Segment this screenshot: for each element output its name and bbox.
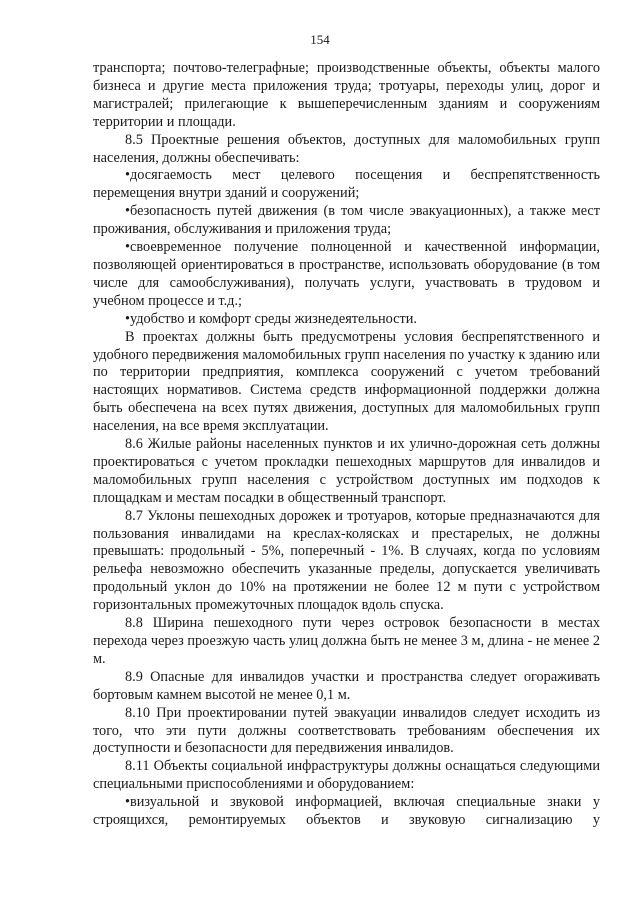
document-body (93, 60, 600, 830)
paragraph-8-10: 8.10 При проектировании путей эвакуации инвалидов следует исходить из того, что эти пути должны соответствовать требованиям обеспечения их доступности и безопасности для передвижения инвалидов. (93, 704, 600, 757)
bullet-item: •досягаемость мест целевого посещения и беспрепятственность перемещения внутри зданий и сооружений; (93, 167, 600, 202)
paragraph-continuation: транспорта; почтово-телеграфные; производственные объекты, объекты малого бизнеса и другие места приложения труда; тротуары, переходы улиц, дорог и магистралей; прилегающие к вышеперечисленным зданиям и сооружениям территории и площади. (93, 60, 600, 130)
bullet-item: •своевременное получение полноценной и качественной информации, позволяющей ориентироваться в пространстве, использовать оборудование (в том числе для самообслуживания), получать услуги, участвовать в трудовом и учебном процессе и т.д.; (93, 239, 600, 309)
paragraph-8-8: 8.8 Ширина пешеходного пути через островок безопасности в местах перехода через проезжую часть улиц должна быть не менее 3 м, длина - не менее 2 м. (93, 615, 600, 667)
paragraph-8-11: 8.11 Объекты социальной инфраструктуры должны оснащаться следующими специальными приспособлениями и оборудованием: (93, 758, 600, 793)
paragraph-8-7: 8.7 Уклоны пешеходных дорожек и тротуаров, которые предназначаются для пользования инвалидами на креслах-колясках и престарелых, не должны превышать: продольный - 5%, поперечный - 1%. В случаях, когда по условиям рельефа невозможно обеспечить указанные пределы, допускается увеличивать продольный уклон до 10% на протяжении не более 12 м пути с устройством горизонтальных промежуточных площадок вдоль спуска. (93, 507, 600, 614)
paragraph-8-5: 8.5 Проектные решения объектов, доступных для маломобильных групп населения, должны обеспечивать: (93, 131, 600, 166)
bullet-item: •безопасность путей движения (в том числе эвакуационных), а также мест проживания, обслуживания и приложения труда; (93, 203, 600, 238)
page-number: 154 (310, 32, 330, 47)
bullet-item: •удобство и комфорт среды жизнедеятельности. (125, 310, 417, 327)
paragraph-8-9: 8.9 Опасные для инвалидов участки и пространства следует огораживать бортовым камнем высотой не менее 0,1 м. (93, 668, 600, 703)
bullet-item: •визуальной и звуковой информацией, включая специальные знаки у строящихся, ремонтируемых объектов и звуковую сигнализацию у (93, 794, 600, 829)
paragraph: В проектах должны быть предусмотрены условия беспрепятственного и удобного передвижения маломобильных групп населения по участку к зданию или по территории предприятия, комплекса сооружений с учетом требований настоящих нормативов. Система средств информационной поддержки должна быть обеспечена на всех путях движения, доступных для маломобильных групп населения, на все время эксплуатации. (93, 328, 600, 435)
paragraph-8-6: 8.6 Жилые районы населенных пунктов и их улично-дорожная сеть должны проектироваться с учетом прокладки пешеходных маршрутов для инвалидов и маломобильных групп населения с устройством доступных им подходов к площадкам и местам посадки в общественный транспорт. (93, 436, 600, 506)
